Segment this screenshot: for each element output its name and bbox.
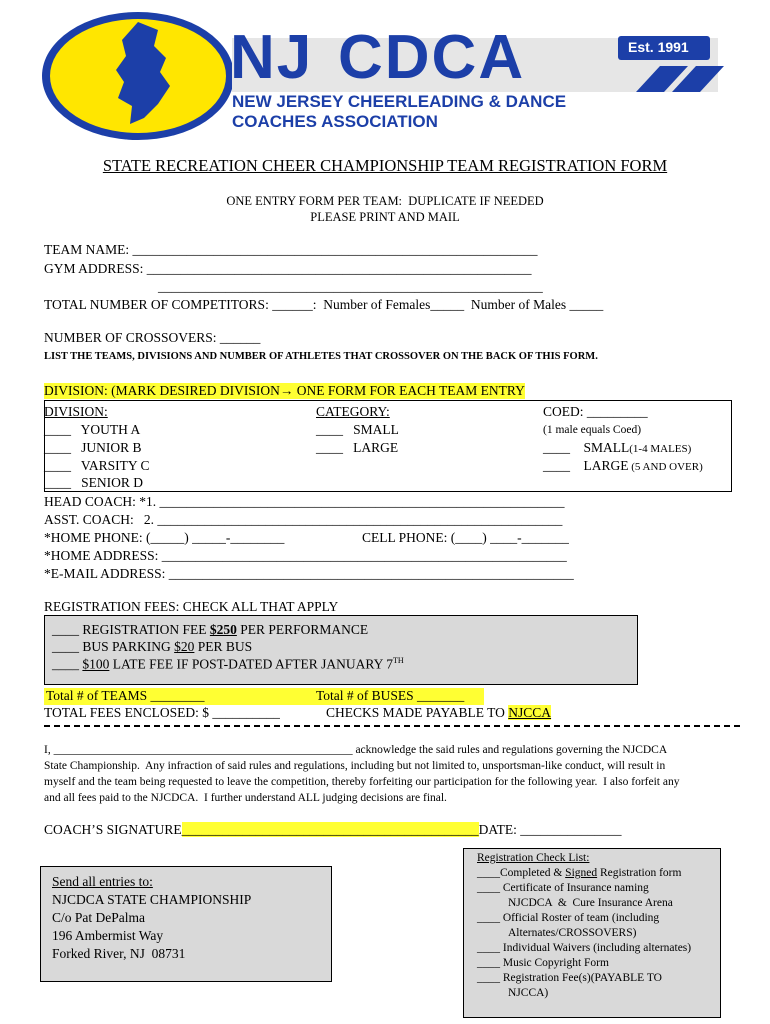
cell-phone-field[interactable]: CELL PHONE: (____) ____-_______ bbox=[362, 530, 569, 545]
coed-large[interactable]: ____ LARGE (5 AND OVER) bbox=[543, 458, 703, 473]
checklist-item-5[interactable]: ____ Music Copyright Form bbox=[477, 957, 609, 969]
checklist-item-6b: NJCCA) bbox=[508, 987, 549, 999]
subtitle-1: ONE ENTRY FORM PER TEAM: DUPLICATE IF NEEDED bbox=[226, 194, 544, 208]
total-teams-field[interactable]: Total # of TEAMS ________ bbox=[46, 688, 205, 703]
ack-line-1: I, ____________________________________________________ acknowledge the said rules and regulations governing the NJCDCA bbox=[44, 744, 668, 756]
mail-line-3: 196 Ambermist Way bbox=[52, 928, 164, 943]
fee-registration[interactable]: ____ REGISTRATION FEE $250 PER PERFORMANCE bbox=[52, 622, 369, 637]
checklist-item-6[interactable]: ____ Registration Fee(s)(PAYABLE TO bbox=[477, 972, 662, 984]
logo-est: Est. 1991 bbox=[628, 39, 689, 55]
coed-small[interactable]: ____ SMALL(1-4 MALES) bbox=[543, 440, 692, 455]
checklist-item-2[interactable]: ____ Certificate of Insurance naming bbox=[477, 882, 649, 894]
checklist-item-3b: Alternates/CROSSOVERS) bbox=[508, 927, 637, 939]
checklist-heading: Registration Check List: bbox=[477, 852, 590, 864]
subtitle-2: PLEASE PRINT AND MAIL bbox=[310, 210, 460, 224]
checklist-item-1[interactable]: ____Completed & Signed Registration form bbox=[477, 867, 682, 879]
crossovers-field[interactable]: NUMBER OF CROSSOVERS: ______ bbox=[44, 330, 261, 345]
logo-line2: COACHES ASSOCIATION bbox=[232, 112, 438, 131]
ack-line-4: and all fees paid to the NJCDCA. I further understand ALL judging decisions are final. bbox=[44, 792, 447, 804]
division-senior[interactable]: ____ SENIOR D bbox=[44, 475, 144, 490]
checklist-item-4[interactable]: ____ Individual Waivers (including alternates) bbox=[477, 942, 692, 954]
fee-bus-parking[interactable]: ____ BUS PARKING $20 PER BUS bbox=[52, 639, 253, 654]
total-fees-field[interactable]: TOTAL FEES ENCLOSED: $ __________ bbox=[44, 705, 280, 720]
page-title: STATE RECREATION CHEER CHAMPIONSHIP TEAM REGISTRATION FORM bbox=[102, 156, 668, 175]
logo bbox=[20, 6, 740, 146]
head-coach-field[interactable]: HEAD COACH: *1. ____________________________________________________________ bbox=[44, 494, 565, 509]
ack-line-3: myself and the team being requested to leave the competition, thereby forfeiting our participation for the following year. I also forfeit any bbox=[44, 776, 680, 788]
checklist-item-2b: NJCDCA & Cure Insurance Arena bbox=[508, 897, 673, 909]
logo-cdca: CDCA bbox=[338, 23, 526, 92]
checks-payable: CHECKS MADE PAYABLE TO NJCCA bbox=[326, 705, 552, 720]
logo-line1: NEW JERSEY CHEERLEADING & DANCE bbox=[232, 92, 567, 111]
ack-line-2: State Championship. Any infraction of said rules and regulations, including but not limited to, unsportsman-like conduct, will result in bbox=[44, 760, 666, 772]
gym-address-field[interactable]: GYM ADDRESS: _________________________________________________________ bbox=[44, 261, 532, 276]
home-address-field[interactable]: *HOME ADDRESS: ____________________________________________________________ bbox=[44, 548, 567, 563]
team-name-field[interactable]: TEAM NAME: ____________________________________________________________ bbox=[44, 242, 538, 257]
home-phone-field[interactable]: *HOME PHONE: (_____) _____-________ bbox=[44, 530, 285, 545]
gym-address-field-2[interactable]: _________________________________________________________ bbox=[158, 279, 543, 294]
logo-nj: NJ bbox=[230, 23, 314, 92]
mail-line-2: C/o Pat DePalma bbox=[52, 910, 145, 925]
mail-line-1: NJCDCA STATE CHAMPIONSHIP bbox=[52, 892, 252, 907]
coed-heading[interactable]: COED: _________ bbox=[543, 404, 648, 419]
asst-coach-field[interactable]: ASST. COACH: 2. ____________________________________________________________ bbox=[44, 512, 563, 527]
coed-note: (1 male equals Coed) bbox=[543, 424, 642, 436]
crossovers-note: LIST THE TEAMS, DIVISIONS AND NUMBER OF ATHLETES THAT CROSSOVER ON THE BACK OF THIS FORM. bbox=[44, 351, 598, 362]
category-large[interactable]: ____ LARGE bbox=[316, 440, 399, 455]
checklist-item-3[interactable]: ____ Official Roster of team (including bbox=[477, 912, 660, 924]
division-youth[interactable]: ____ YOUTH A bbox=[44, 422, 141, 437]
fee-late[interactable]: ____ $100 LATE FEE IF POST-DATED AFTER JANUARY 7TH bbox=[52, 656, 404, 672]
category-small[interactable]: ____ SMALL bbox=[316, 422, 399, 437]
category-heading: CATEGORY: bbox=[316, 404, 390, 419]
total-buses-field[interactable]: Total # of BUSES _______ bbox=[316, 688, 465, 703]
division-varsity[interactable]: ____ VARSITY C bbox=[44, 458, 150, 473]
mail-heading: Send all entries to: bbox=[52, 874, 153, 889]
division-heading: DIVISION: bbox=[44, 404, 108, 419]
mail-line-4: Forked River, NJ 08731 bbox=[52, 946, 186, 961]
division-junior[interactable]: ____ JUNIOR B bbox=[44, 440, 142, 455]
email-field[interactable]: *E-MAIL ADDRESS: ____________________________________________________________ bbox=[44, 566, 574, 581]
division-banner: DIVISION: (MARK DESIRED DIVISION→ ONE FORM FOR EACH TEAM ENTRY bbox=[44, 383, 525, 398]
competitors-field[interactable]: TOTAL NUMBER OF COMPETITORS: ______: Number of Females_____ Number of Males _____ bbox=[44, 297, 604, 312]
signature-row[interactable]: COACH’S SIGNATURE____________________________________________DATE: _______________ bbox=[44, 822, 622, 837]
fees-heading: REGISTRATION FEES: CHECK ALL THAT APPLY bbox=[44, 599, 339, 614]
dashed-divider bbox=[44, 725, 740, 727]
